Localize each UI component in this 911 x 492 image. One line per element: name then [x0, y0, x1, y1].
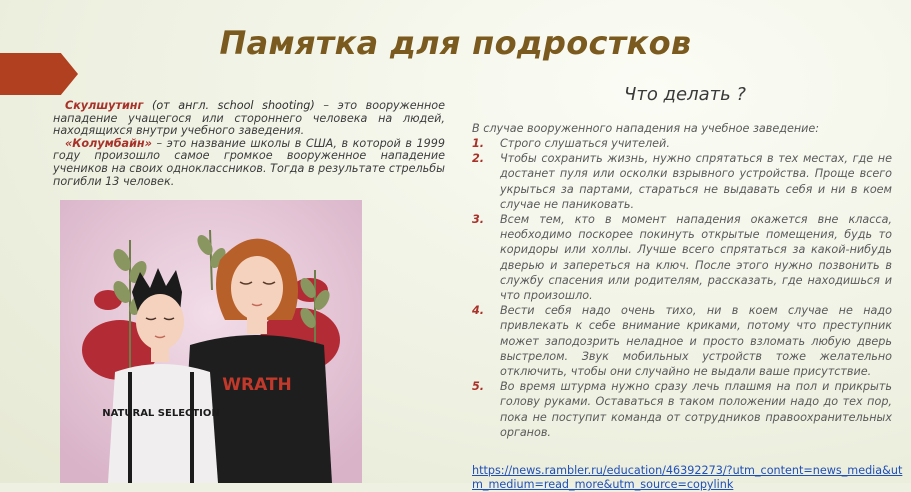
definition-origin: (от англ. school shooting): [143, 99, 315, 112]
list-item-text: Чтобы сохранить жизнь, нужно спрятаться в тех местах, где не достанет пуля или осколки взрывного устройства. Проще всего укрыться за партами, стараться не выдавать себя и ни в коем случае не паниковать.: [500, 152, 892, 211]
list-item-text: Во время штурма нужно сразу лечь плашмя на пол и прикрыть голову руками. Оставаться в таком положении надо до тех пор, пока не поступит команда от сотрудников правоохранительных органов.: [500, 380, 892, 439]
teenagers-illustration: [60, 200, 362, 483]
list-item-number: 2.: [472, 152, 485, 166]
list-item: [472, 379, 892, 440]
list-item-text: Всем тем, кто в момент нападения окажется вне класса, необходимо поскорее покинуть открытые помещения, будь то коридоры или холлы. Лучше всего спрятаться за какой-нибудь дверью и запереться на ключ. После этого нужно позвонить в службу спасения или родителям, рассказать, где находишься и что произошло.: [500, 213, 892, 303]
definitions-block: [53, 100, 445, 188]
definition-term: «Колумбайн»: [65, 136, 152, 150]
illustration-icon: [60, 200, 362, 483]
section-subtitle: Что делать ?: [624, 84, 746, 105]
definition-text: – это название школы в США, в которой в 1999 году произошло самое громкое вооруженное нападение учеников на своих одноклассников. Тогда в результате стрельбы погибли 13 человек.: [53, 136, 445, 188]
instructions-list: [472, 136, 892, 440]
list-item: [472, 212, 892, 303]
instructions-intro: В случае вооруженного нападения на учебное заведение:: [472, 122, 820, 135]
definition-columbine: [53, 138, 445, 188]
list-item: [472, 136, 892, 151]
list-item: [472, 151, 892, 212]
source-link[interactable]: https://news.rambler.ru/education/46392273/?utm_content=news_media&utm_medium=read_more&utm_source=copylink: [472, 464, 903, 491]
shirt-text-right: WRATH: [222, 375, 292, 395]
definition-term: Скулшутинг: [65, 99, 144, 112]
list-item-number: 5.: [472, 380, 485, 394]
list-item-number: 3.: [472, 213, 485, 227]
definition-school-shooting: [53, 100, 445, 138]
definition-text: – это вооруженное нападение учащегося или стороннего человека на людей, находящихся внутри учебного заведения.: [53, 99, 445, 138]
list-item-number: 1.: [472, 137, 485, 150]
shirt-text-left: NATURAL SELECTION: [102, 408, 220, 419]
list-item-text: Вести себя надо очень тихо, ни в коем случае не надо привлекать к себе внимание криками, потому что преступник может заподозрить неладное и просто взломать любую дверь выстрелом. Звук мобильных устройств тоже желательно отключить, чтобы они случайно не выдали ваше присутствие.: [500, 304, 892, 379]
list-item: [472, 303, 892, 379]
list-item-number: 4.: [472, 304, 485, 318]
slide-title: Памятка для подростков: [219, 24, 692, 62]
list-item-text: Строго слушаться учителей.: [500, 137, 670, 150]
